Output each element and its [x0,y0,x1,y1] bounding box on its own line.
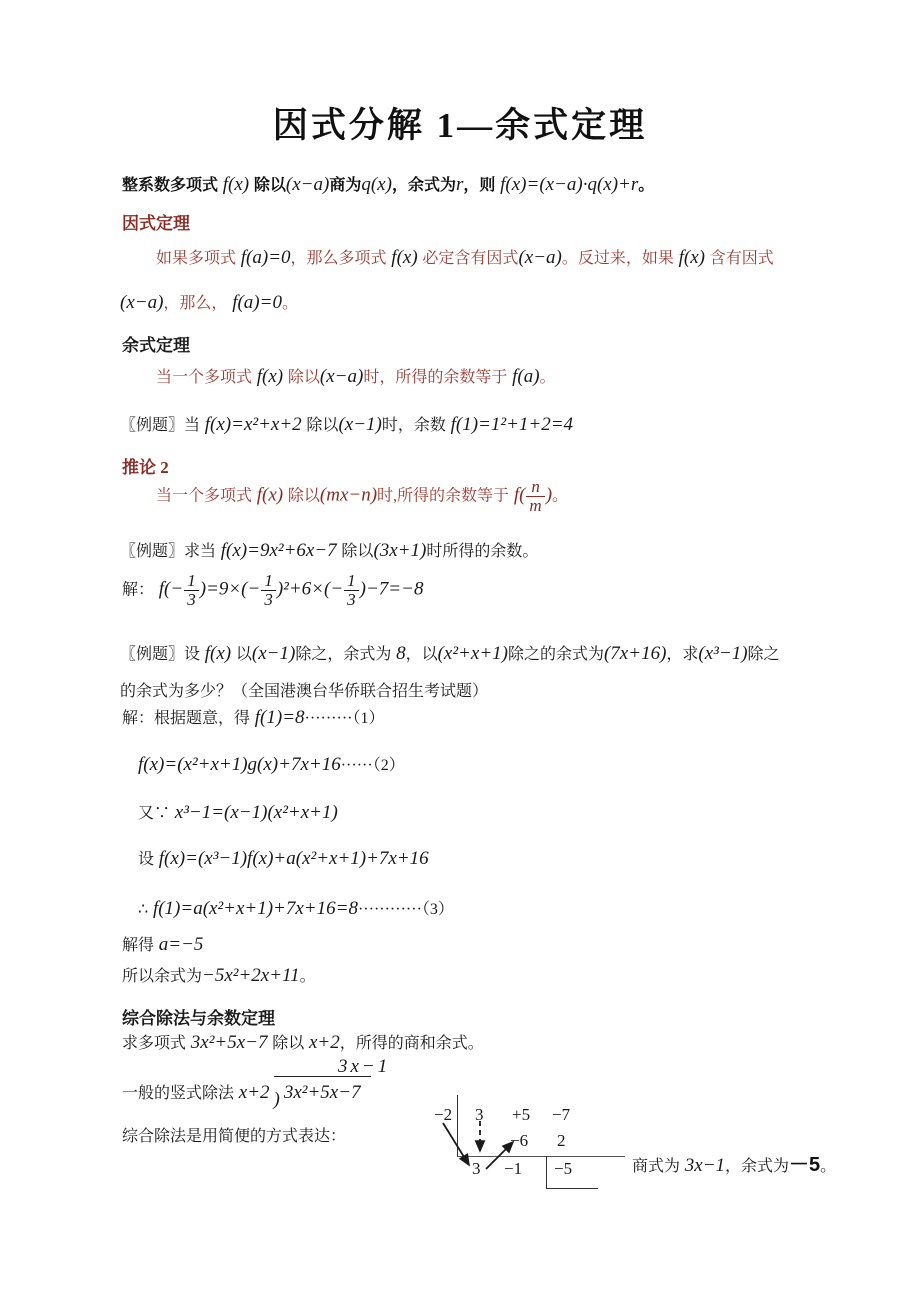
factor-theorem-text-line1 [156,245,774,272]
text-segment: 整系数多项式 [122,177,219,194]
text-segment: f(x) [252,366,288,387]
text-segment: 必定含有因式 [422,250,519,267]
solution-2-step4 [138,846,429,873]
synthetic-division-diagram [430,1093,650,1203]
math-fraction: $\frac{1}{3}$ [344,572,359,610]
text-segment: ·········（1） [304,710,385,727]
text-segment: 。 [638,177,655,194]
heading-remainder-theorem: 余式定理 [122,336,190,355]
solution-2-result [122,963,316,990]
text-segment: (x−a) [120,292,164,313]
text-segment: 除之，余式为 [295,646,392,663]
heading-synthetic-division: 综合除法与余数定理 [122,1009,275,1028]
page-title: 因式分解 1—余式定理 [272,106,648,145]
math-fraction: $\frac{1}{3}$ [261,572,276,610]
text-segment: f(x) [200,643,236,664]
text-segment: f(a)=0 [227,292,282,313]
text-segment: −5x²+2x+11 [202,965,300,986]
text-segment: ，余式为 [725,1158,790,1175]
text-segment: 3x−1 [680,1155,726,1176]
text-segment: f(a)=0 [236,247,291,268]
text-segment: f(1)=1²+1+2=4 [445,414,574,435]
math-fraction: $\frac{1}{3}$ [184,572,199,610]
text-segment: (x−1) [338,414,382,435]
text-segment: 〖例题〗当 [120,417,201,434]
text-segment: 商式为 [632,1158,681,1175]
text-segment: 。 [281,295,298,312]
text-segment: ，所得的商和余式。 [339,1035,484,1052]
solution-2-step2 [138,752,405,779]
heading-factor-theorem: 因式定理 [122,214,190,233]
remainder-theorem-text [156,364,556,391]
text-segment: 时所得的余数。 [426,543,539,560]
text-segment: (x−a) [319,366,364,387]
example-1 [120,412,573,439]
text-segment: f(− [154,578,184,600]
text-segment: 所以余式为 [122,968,203,985]
text-segment: 。 [539,369,556,386]
text-segment: 除以 [287,487,320,505]
synthetic-intro-text [122,1124,346,1150]
solution-2-step5 [138,896,454,923]
text-segment: 一般的竖式除法 [122,1085,235,1102]
synthetic-r2c1: −6 [510,1131,529,1150]
text-segment: 时，所得的余数等于 [363,369,508,386]
text-segment: 除以 [287,369,320,386]
text-segment: 设 [138,851,155,868]
text-segment: 时,所得的余数等于 [377,487,510,505]
text-segment: f(x)=(x−a)·q(x)+r [495,174,639,195]
text-segment: 商为 [329,177,362,194]
text-segment: (x³−1) [698,643,748,664]
text-segment: 〖例题〗求当 [120,543,217,560]
example-3-line1 [120,641,780,668]
synthetic-problem-text [122,1030,484,1057]
text-segment: 时，余数 [381,417,446,434]
example-3-line2 [120,679,488,705]
text-segment: ，则 [463,177,496,194]
factor-theorem-text-line2 [120,290,298,317]
solution-2-step6 [122,932,203,959]
text-segment: 除以 [253,177,286,194]
text-segment: 除以 [341,543,374,560]
text-segment: 除之的余式为 [507,646,604,663]
division-bracket: ) [273,1089,280,1110]
text-segment: 3x²+5x−7 [186,1032,273,1053]
math-fraction: $\frac{n}{m}$ [526,478,544,516]
synthetic-divisor: −2 [434,1105,453,1124]
solution-2-step3 [138,800,338,827]
text-segment: 8 [391,643,406,664]
text-segment: 当一个多项式 [156,487,253,505]
long-division-dividend: 3x²+5x−7 [274,1076,371,1106]
text-segment: f(a) [507,366,540,387]
text-segment: (x²+x+1) [437,643,508,664]
text-segment: x+2 [234,1082,270,1103]
text-segment: f(1)=a(x²+x+1)+7x+16=8 [148,898,358,919]
text-segment: 。 [299,968,316,985]
text-segment: 。 [552,487,569,505]
synthetic-arrows [430,1093,650,1203]
text-segment: ) [545,484,553,506]
text-segment: f(1)=8 [250,707,305,728]
text-segment: 求多项式 [122,1035,187,1052]
text-segment: f(x) [218,174,254,195]
text-segment: q(x) [361,174,392,195]
text-segment: f(x)=9x²+6x−7 [216,540,342,561]
synthetic-r3c2: −1 [504,1159,523,1178]
multiply-arrow [486,1142,513,1169]
text-segment: f( [509,484,526,506]
text-segment: 又∵ [138,805,171,822]
text-segment: 解：根据题意，得 [122,710,251,727]
text-segment: 。 [820,1158,837,1175]
text-segment: (x−a) [518,247,562,268]
text-segment: (x−1) [251,643,296,664]
text-segment: )²+6×(− [276,578,344,600]
text-segment: )−7=−8 [359,578,424,600]
text-segment: (mx−n) [319,484,378,506]
text-segment: f(x)=x²+x+2 [200,414,307,435]
text-segment: ，以 [405,646,438,663]
text-segment: 除以 [272,1035,305,1052]
text-segment: x³−1=(x−1)(x²+x+1) [170,802,338,823]
synthetic-r1c2: +5 [512,1105,531,1124]
corollary-2-text [156,478,568,516]
text-segment: (7x+16) [603,643,667,664]
text-segment: 当一个多项式 [156,369,253,386]
synthetic-r1c1: 3 [475,1105,484,1124]
text-segment: ，那么， [163,295,228,312]
text-segment: r [455,174,464,195]
text-segment: 〖例题〗设 [120,646,201,663]
synthetic-result-caption [632,1152,836,1180]
text-segment: f(x) [673,247,710,268]
text-segment: 综合除法是用简便的方式表达： [122,1128,347,1145]
text-segment: 除之 [747,646,780,663]
solution-2-step1 [122,705,385,732]
text-segment: 的余式为多少？（全国港澳台华侨联合招生考试题） [120,683,489,700]
solution-1 [122,572,423,610]
text-segment: ，余式为 [391,177,456,194]
synthetic-r3c1: 3 [472,1159,481,1178]
text-segment: 含有因式 [709,250,774,267]
text-segment: 如果多项式 [156,250,237,267]
text-segment: 解得 [122,937,155,954]
text-segment: ，求 [666,646,699,663]
heading-corollary-2: 推论 2 [122,458,169,477]
text-segment: f(x) [252,484,288,506]
paragraph-intro [122,172,654,199]
synthetic-r2c2: 2 [557,1131,566,1150]
text-segment: )=9×(− [199,578,261,600]
long-division-row [122,1076,371,1110]
text-segment: f(x)=(x³−1)f(x)+a(x²+x+1)+7x+16 [154,848,429,869]
text-segment: f(x) [386,247,423,268]
bring-down-arrow [443,1123,469,1165]
text-segment: －5 [789,1154,821,1176]
text-segment: ······（2） [340,757,405,774]
text-segment: 。反过来，如果 [561,250,674,267]
synthetic-r3c3: −5 [554,1159,573,1178]
text-segment: (x−a) [285,174,330,195]
example-2 [120,538,538,565]
quotient-value: 3x−1 [338,1056,391,1077]
text-segment: 解： [122,581,155,599]
text-segment: 除以 [306,417,339,434]
text-segment: ，那么多项式 [290,250,387,267]
long-division-label [122,1082,270,1103]
text-segment: f(x)=(x²+x+1)g(x)+7x+16 [138,754,341,775]
text-segment: x+2 [304,1032,340,1053]
text-segment: a=−5 [154,934,204,955]
text-segment: (3x+1) [373,540,427,561]
text-segment: ∴ [138,901,149,918]
synthetic-r1c3: −7 [552,1105,571,1124]
text-segment: ············（3） [357,901,454,918]
text-segment: 以 [235,646,252,663]
